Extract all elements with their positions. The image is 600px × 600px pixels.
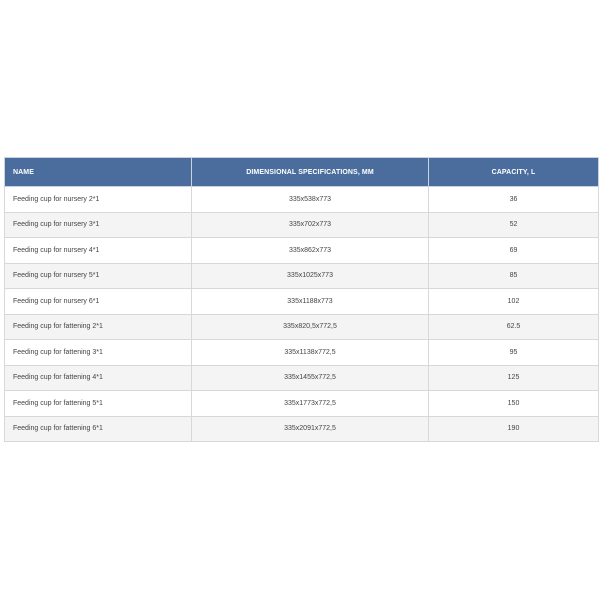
column-header-capacity: CAPACITY, L <box>429 158 599 187</box>
cell-dimensions: 335x1188x773 <box>192 289 429 315</box>
specifications-table <box>4 157 599 442</box>
table-body <box>5 187 599 442</box>
cell-name: Feeding cup for nursery 4*1 <box>5 238 192 264</box>
cell-capacity: 190 <box>429 416 599 442</box>
cell-capacity: 52 <box>429 212 599 238</box>
cell-name: Feeding cup for nursery 6*1 <box>5 289 192 315</box>
cell-capacity: 36 <box>429 187 599 213</box>
cell-dimensions: 335x820,5x772,5 <box>192 314 429 340</box>
cell-dimensions: 335x1025x773 <box>192 263 429 289</box>
header-row <box>5 158 599 187</box>
table-row <box>5 340 599 366</box>
cell-name: Feeding cup for nursery 3*1 <box>5 212 192 238</box>
table-row <box>5 263 599 289</box>
table-row <box>5 314 599 340</box>
cell-name: Feeding cup for fattening 3*1 <box>5 340 192 366</box>
cell-name: Feeding cup for fattening 4*1 <box>5 365 192 391</box>
cell-name: Feeding cup for fattening 5*1 <box>5 391 192 417</box>
cell-capacity: 150 <box>429 391 599 417</box>
table-row <box>5 416 599 442</box>
cell-name: Feeding cup for nursery 2*1 <box>5 187 192 213</box>
table-row <box>5 212 599 238</box>
cell-capacity: 62.5 <box>429 314 599 340</box>
cell-capacity: 85 <box>429 263 599 289</box>
table-row <box>5 391 599 417</box>
cell-dimensions: 335x702x773 <box>192 212 429 238</box>
table-row <box>5 289 599 315</box>
cell-name: Feeding cup for fattening 6*1 <box>5 416 192 442</box>
cell-name: Feeding cup for fattening 2*1 <box>5 314 192 340</box>
cell-capacity: 102 <box>429 289 599 315</box>
cell-capacity: 125 <box>429 365 599 391</box>
cell-dimensions: 335x538x773 <box>192 187 429 213</box>
cell-dimensions: 335x1455x772,5 <box>192 365 429 391</box>
cell-dimensions: 335x862x773 <box>192 238 429 264</box>
table-row <box>5 238 599 264</box>
table-header <box>5 158 599 187</box>
cell-dimensions: 335x1773x772,5 <box>192 391 429 417</box>
column-header-dimensions: DIMENSIONAL SPECIFICATIONS, MM <box>192 158 429 187</box>
cell-dimensions: 335x2091x772,5 <box>192 416 429 442</box>
cell-dimensions: 335x1138x772,5 <box>192 340 429 366</box>
cell-capacity: 95 <box>429 340 599 366</box>
table-row <box>5 365 599 391</box>
column-header-name: NAME <box>5 158 192 187</box>
cell-name: Feeding cup for nursery 5*1 <box>5 263 192 289</box>
cell-capacity: 69 <box>429 238 599 264</box>
table-row <box>5 187 599 213</box>
